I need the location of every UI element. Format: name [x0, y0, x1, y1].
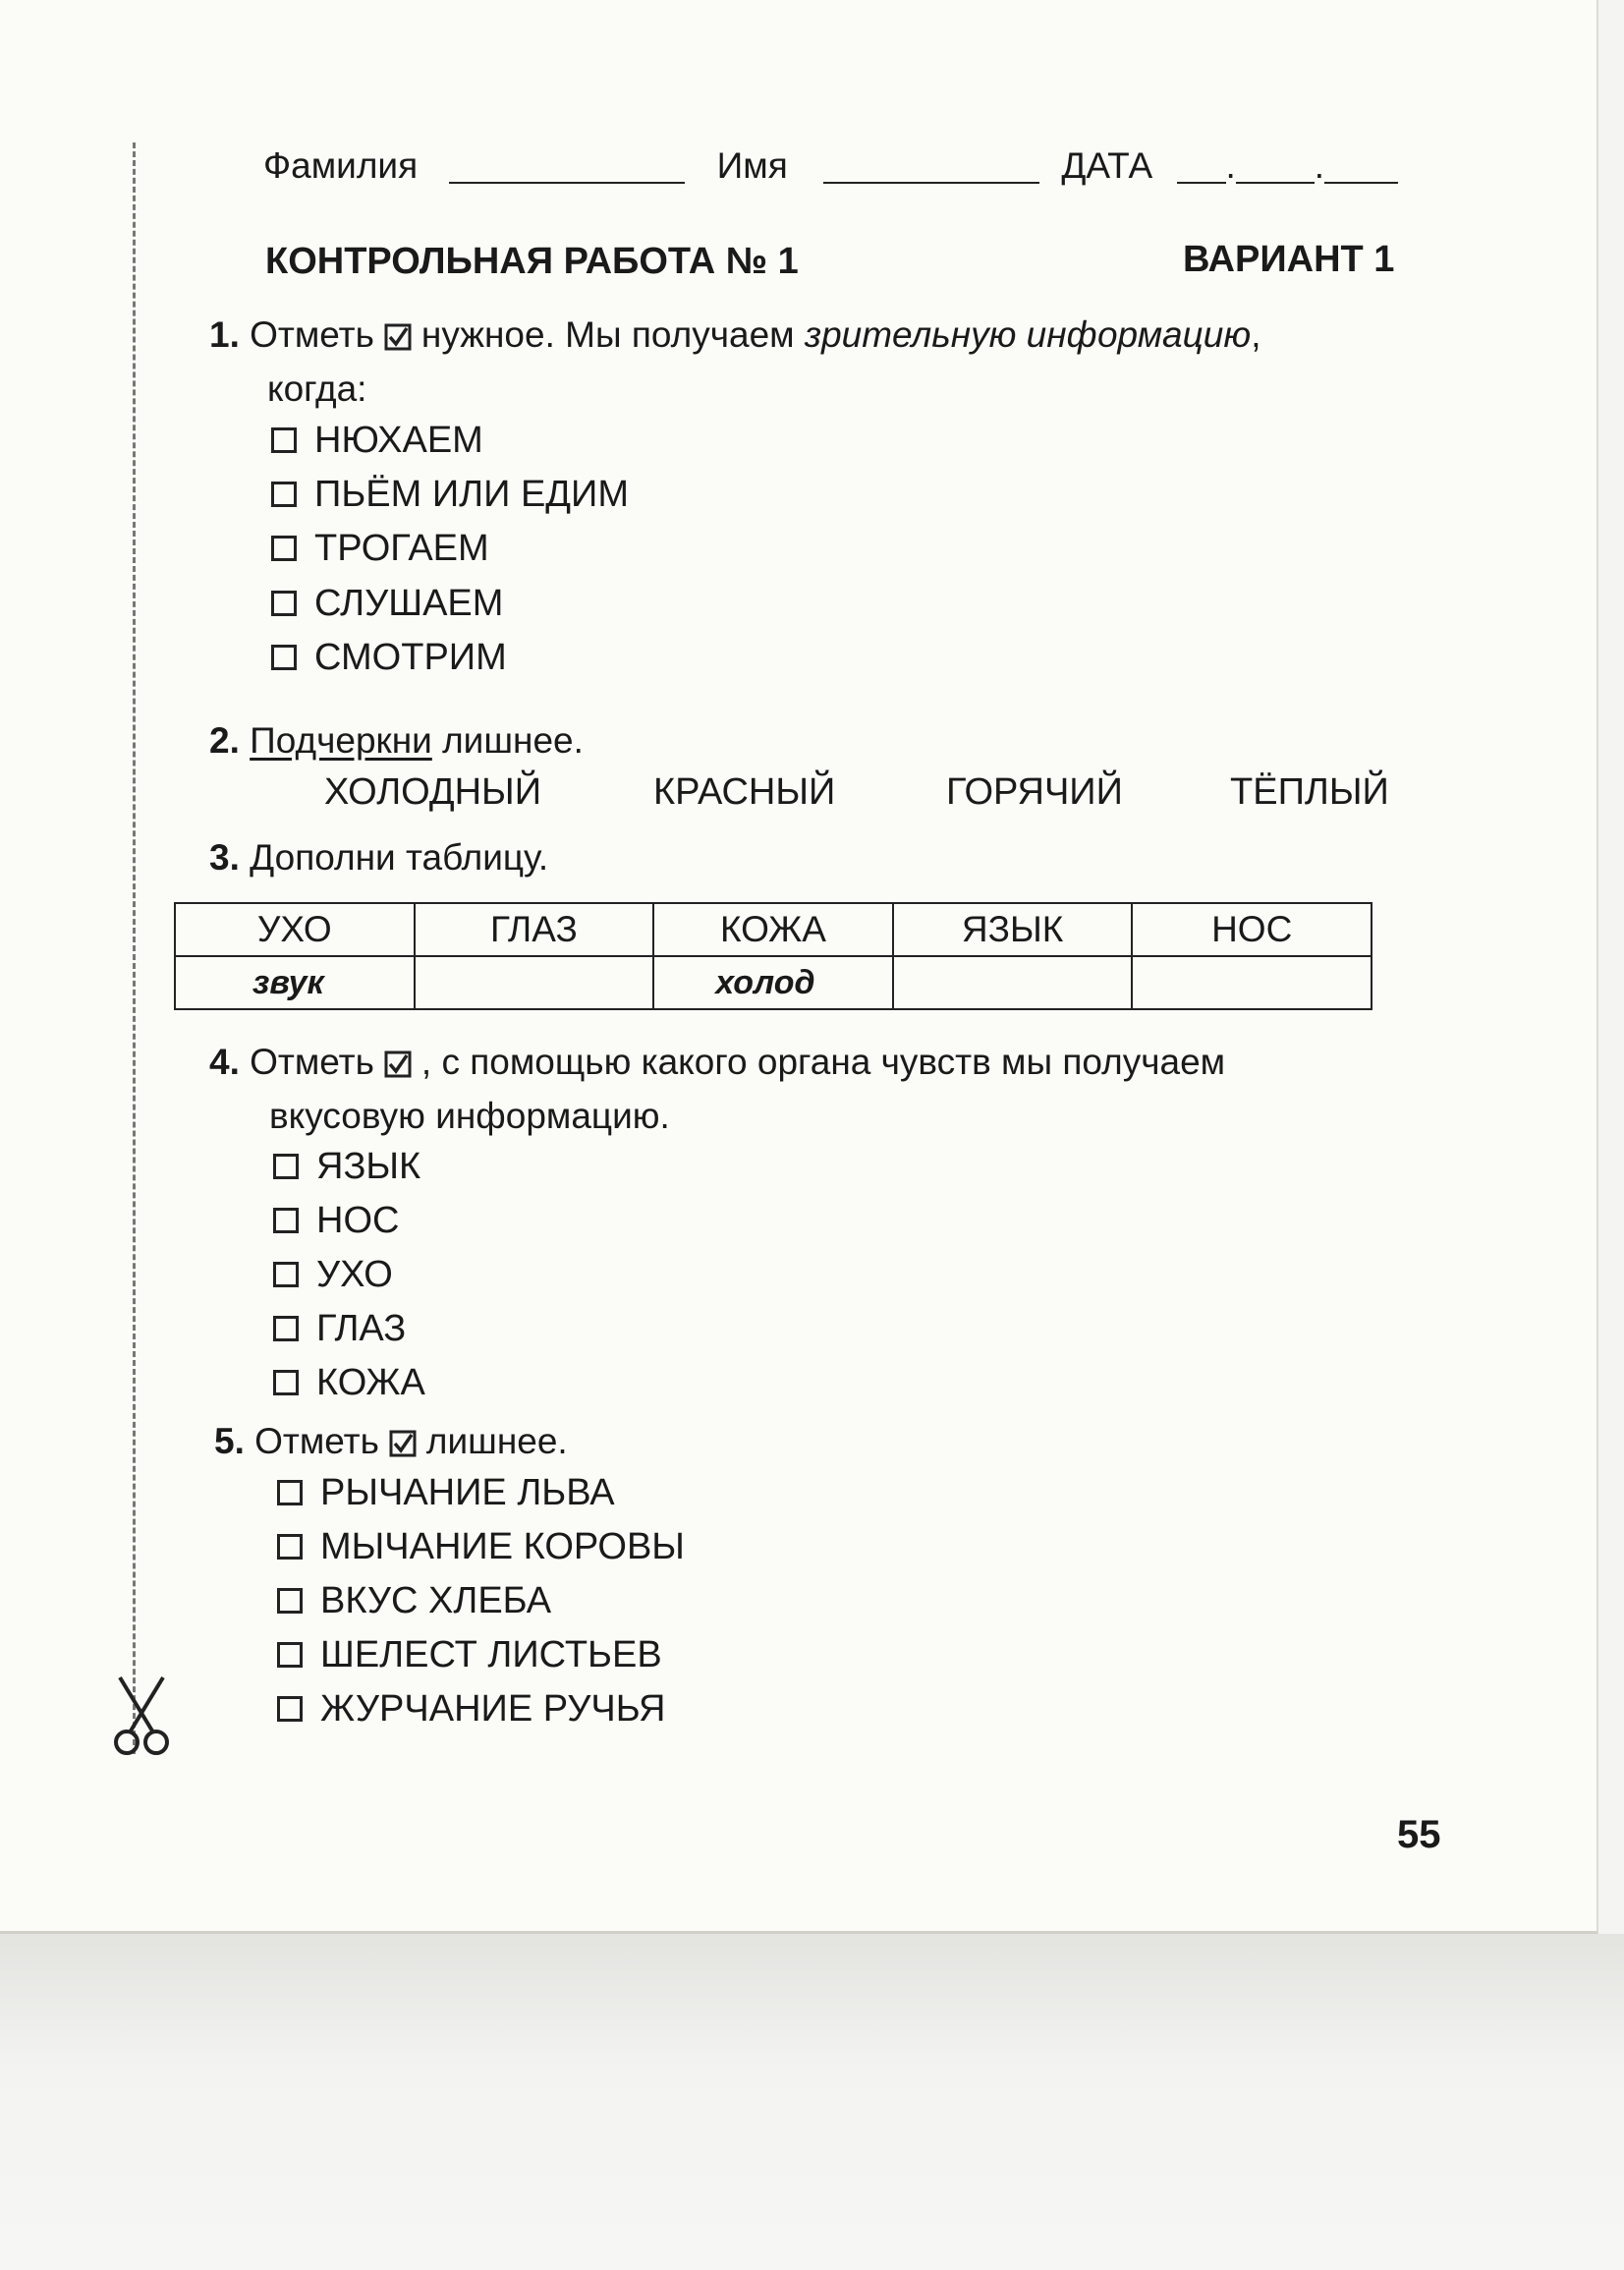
- variant-label: ВАРИАНТ 1: [1183, 239, 1395, 280]
- question-number: 1.: [209, 314, 240, 355]
- option-label: ЯЗЫК: [316, 1146, 421, 1187]
- date-day-field[interactable]: [1177, 152, 1226, 184]
- table-header-cell: НОС: [1132, 903, 1372, 956]
- checkbox-empty-icon[interactable]: [273, 1208, 299, 1233]
- option-label: ГЛАЗ: [316, 1308, 407, 1349]
- option-label: КОЖА: [316, 1362, 425, 1403]
- checkbox-empty-icon[interactable]: [277, 1534, 303, 1560]
- q2-word[interactable]: ТЁПЛЫЙ: [1230, 771, 1389, 813]
- surname-label: Фамилия: [263, 145, 419, 186]
- q2-word[interactable]: ГОРЯЧИЙ: [946, 771, 1123, 813]
- option-label: ЖУРЧАНИЕ РУЧЬЯ: [320, 1688, 666, 1730]
- table-cell[interactable]: звук: [175, 956, 415, 1009]
- page-number: 55: [1397, 1813, 1441, 1856]
- checkbox-empty-icon[interactable]: [277, 1588, 303, 1614]
- date-separator: .: [1314, 145, 1325, 186]
- date-month-field[interactable]: [1236, 152, 1315, 184]
- table-header-cell: ЯЗЫК: [893, 903, 1133, 956]
- question-text: лишнее.: [425, 1421, 568, 1461]
- checkbox-empty-icon[interactable]: [271, 645, 297, 670]
- name-label: Имя: [716, 145, 788, 186]
- checkbox-empty-icon[interactable]: [277, 1480, 303, 1505]
- header-row: [263, 145, 1398, 187]
- checkbox-checked-icon: [384, 323, 412, 351]
- question-1: [209, 314, 1260, 356]
- question-text-underlined: Подчеркни: [250, 720, 432, 761]
- question-5: [214, 1421, 568, 1462]
- question-number: 5.: [214, 1421, 245, 1461]
- question-4: [209, 1042, 1225, 1083]
- question-text: , с помощью какого органа чувств мы получаем: [420, 1042, 1226, 1082]
- checkbox-empty-icon[interactable]: [271, 482, 297, 507]
- scissors-icon: [110, 1675, 173, 1756]
- table-header-cell: КОЖА: [653, 903, 893, 956]
- q4-option[interactable]: [273, 1362, 425, 1404]
- option-label: РЫЧАНИЕ ЛЬВА: [320, 1472, 615, 1513]
- q5-option[interactable]: [277, 1526, 685, 1568]
- date-year-field[interactable]: [1324, 152, 1398, 184]
- q1-option[interactable]: [271, 637, 507, 679]
- page-shadow: [0, 1934, 1624, 2270]
- senses-table: [174, 902, 1372, 1010]
- q5-option[interactable]: [277, 1472, 615, 1514]
- table-cell[interactable]: холод: [653, 956, 893, 1009]
- option-label: СЛУШАЕМ: [314, 583, 504, 624]
- checkbox-empty-icon[interactable]: [273, 1370, 299, 1395]
- checkbox-empty-icon[interactable]: [273, 1316, 299, 1341]
- option-label: МЫЧАНИЕ КОРОВЫ: [320, 1526, 685, 1567]
- checkbox-empty-icon[interactable]: [271, 591, 297, 616]
- q5-option[interactable]: [277, 1580, 551, 1622]
- question-text: нужное. Мы получаем: [420, 314, 795, 355]
- q5-option[interactable]: [277, 1634, 662, 1676]
- option-label: НОС: [316, 1200, 400, 1241]
- question-4-line2: вкусовую информацию.: [269, 1096, 670, 1136]
- checkbox-checked-icon: [389, 1430, 417, 1457]
- date-label: ДАТА: [1061, 145, 1153, 186]
- table-header-cell: ГЛАЗ: [415, 903, 654, 956]
- checkbox-checked-icon: [384, 1050, 412, 1078]
- q1-option[interactable]: [271, 420, 483, 462]
- option-label: ШЕЛЕСТ ЛИСТЬЕВ: [320, 1634, 662, 1675]
- cut-line: [133, 142, 136, 1754]
- table-header-cell: УХО: [175, 903, 415, 956]
- question-text: ,: [1251, 314, 1261, 355]
- checkbox-empty-icon[interactable]: [271, 427, 297, 453]
- option-label: ВКУС ХЛЕБА: [320, 1580, 552, 1621]
- q4-option[interactable]: [273, 1146, 420, 1188]
- date-separator: .: [1225, 145, 1236, 186]
- q2-word[interactable]: ХОЛОДНЫЙ: [324, 771, 542, 813]
- checkbox-empty-icon[interactable]: [271, 536, 297, 561]
- name-field[interactable]: [823, 152, 1039, 184]
- question-text-italic: зрительную информацию: [804, 314, 1252, 355]
- q1-option[interactable]: [271, 474, 629, 516]
- q4-option[interactable]: [273, 1254, 393, 1296]
- checkbox-empty-icon[interactable]: [277, 1642, 303, 1668]
- question-number: 4.: [209, 1042, 240, 1082]
- option-label: ПЬЁМ ИЛИ ЕДИМ: [314, 474, 629, 515]
- table-cell[interactable]: [893, 956, 1133, 1009]
- table-cell[interactable]: [415, 956, 654, 1009]
- q1-option[interactable]: [271, 583, 503, 625]
- checkbox-empty-icon[interactable]: [273, 1262, 299, 1287]
- question-text: Дополни таблицу.: [250, 837, 549, 878]
- question-1-line2: когда:: [267, 369, 367, 409]
- q4-option[interactable]: [273, 1200, 399, 1242]
- table-cell[interactable]: [1132, 956, 1372, 1009]
- option-label: УХО: [316, 1254, 393, 1295]
- q1-option[interactable]: [271, 528, 489, 570]
- question-number: 2.: [209, 720, 240, 761]
- question-2: [209, 720, 584, 762]
- table-row: [175, 956, 1372, 1009]
- option-label: ТРОГАЕМ: [314, 528, 489, 569]
- question-text: Отметь: [254, 1421, 379, 1461]
- question-text: Отметь: [250, 314, 374, 355]
- checkbox-empty-icon[interactable]: [277, 1696, 303, 1722]
- q2-word[interactable]: КРАСНЫЙ: [653, 771, 836, 813]
- option-label: НЮХАЕМ: [314, 420, 483, 461]
- question-text: Отметь: [250, 1042, 374, 1082]
- surname-field[interactable]: [449, 152, 685, 184]
- q5-option[interactable]: [277, 1688, 665, 1731]
- q4-option[interactable]: [273, 1308, 406, 1350]
- checkbox-empty-icon[interactable]: [273, 1154, 299, 1179]
- question-text: лишнее.: [442, 720, 584, 761]
- table-header-row: [175, 903, 1372, 956]
- question-number: 3.: [209, 837, 240, 878]
- option-label: СМОТРИМ: [314, 637, 507, 678]
- page-title: КОНТРОЛЬНАЯ РАБОТА № 1: [265, 241, 799, 282]
- question-3: [209, 837, 548, 879]
